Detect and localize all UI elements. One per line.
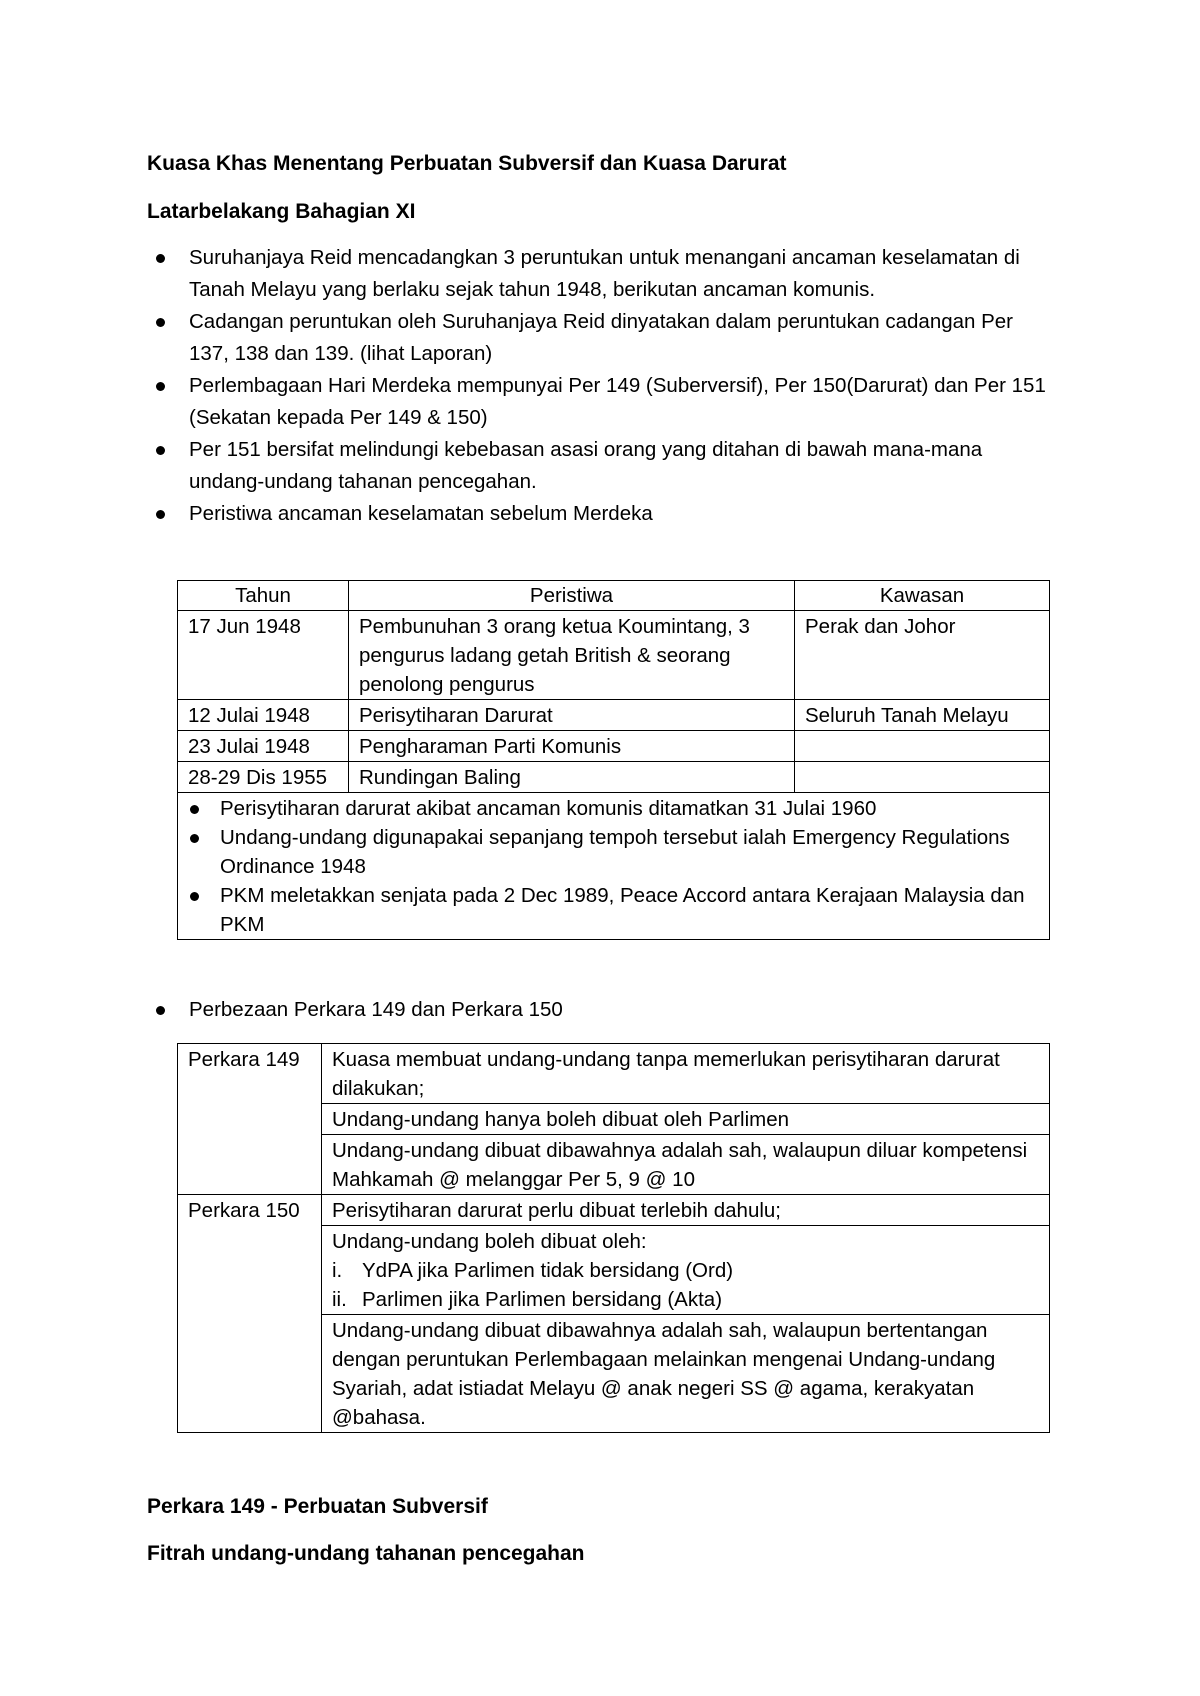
section-heading-background: Latarbelakang Bahagian XI	[147, 200, 416, 223]
bullet-item: Perlembagaan Hari Merdeka mempunyai Per 149 (Suberversif), Per 150(Darurat) dan Per 151 (Sekatan kepada Per 149 & 150)	[147, 370, 1047, 434]
background-bullet-list	[147, 242, 1047, 530]
note-item: Perisytiharan darurat akibat ancaman komunis ditamatkan 31 Julai 1960	[188, 794, 1039, 823]
roman-numeral: i.	[332, 1259, 343, 1282]
year-cell: 23 Julai 1948	[178, 731, 349, 762]
subsection-heading: Fitrah undang-undang tahanan pencegahan	[147, 1542, 585, 1565]
year-cell: 12 Julai 1948	[178, 700, 349, 731]
section-heading-149: Perkara 149 - Perbuatan Subversif	[147, 1495, 488, 1518]
event-cell: Pembunuhan 3 orang ketua Koumintang, 3 pengurus ladang getah British & seorang penolong pengurus	[349, 611, 795, 700]
event-cell: Perisytiharan Darurat	[349, 700, 795, 731]
roman-list-item	[332, 1285, 1039, 1314]
area-cell	[795, 731, 1050, 762]
roman-item-text: YdPA jika Parlimen tidak bersidang (Ord)	[362, 1259, 734, 1282]
events-table	[177, 580, 1050, 940]
year-cell: 28-29 Dis 1955	[178, 762, 349, 793]
roman-list-item	[332, 1256, 1039, 1285]
table-row	[178, 1195, 1050, 1226]
column-header: Peristiwa	[349, 581, 795, 611]
compare-bullet-list	[147, 994, 1047, 1026]
year-cell: 17 Jun 1948	[178, 611, 349, 700]
bullet-item: Per 151 bersifat melindungi kebebasan asasi orang yang ditahan di bawah mana-mana undang-undang tahanan pencegahan.	[147, 434, 1047, 498]
point-cell: Undang-undang hanya boleh dibuat oleh Parlimen	[322, 1104, 1050, 1135]
bullet-item: Peristiwa ancaman keselamatan sebelum Merdeka	[147, 498, 1047, 530]
point-cell	[322, 1226, 1050, 1315]
roman-numeral: ii.	[332, 1288, 347, 1311]
area-cell: Perak dan Johor	[795, 611, 1050, 700]
table-row	[178, 762, 1050, 793]
column-header: Tahun	[178, 581, 349, 611]
table-notes-row	[178, 793, 1050, 940]
article-label-cell: Perkara 150	[178, 1195, 322, 1433]
document-title: Kuasa Khas Menentang Perbuatan Subversif dan Kuasa Darurat	[147, 152, 787, 175]
table-row	[178, 700, 1050, 731]
bullet-item: Perbezaan Perkara 149 dan Perkara 150	[147, 994, 1047, 1026]
area-cell: Seluruh Tanah Melayu	[795, 700, 1050, 731]
comparison-table	[177, 1043, 1050, 1433]
notes-cell	[178, 793, 1050, 940]
table-row	[178, 611, 1050, 700]
notes-list	[188, 794, 1039, 939]
table-row	[178, 731, 1050, 762]
table-row	[178, 1044, 1050, 1104]
column-header: Kawasan	[795, 581, 1050, 611]
point-cell: Undang-undang dibuat dibawahnya adalah sah, walaupun diluar kompetensi Mahkamah @ melanggar Per 5, 9 @ 10	[322, 1135, 1050, 1195]
point-cell: Perisytiharan darurat perlu dibuat terlebih dahulu;	[322, 1195, 1050, 1226]
roman-item-text: Parlimen jika Parlimen bersidang (Akta)	[362, 1288, 723, 1311]
point-cell: Undang-undang dibuat dibawahnya adalah sah, walaupun bertentangan dengan peruntukan Perlembagaan melainkan mengenai Undang-undang Syariah, adat istiadat Melayu @ anak negeri SS @ agama, kerakyatan @bahasa.	[322, 1315, 1050, 1433]
bullet-item: Suruhanjaya Reid mencadangkan 3 peruntukan untuk menangani ancaman keselamatan di Tanah Melayu yang berlaku sejak tahun 1948, berikutan ancaman komunis.	[147, 242, 1047, 306]
event-cell: Rundingan Baling	[349, 762, 795, 793]
note-item: PKM meletakkan senjata pada 2 Dec 1989, Peace Accord antara Kerajaan Malaysia dan PKM	[188, 881, 1039, 939]
point-cell: Kuasa membuat undang-undang tanpa memerlukan perisytiharan darurat dilakukan;	[322, 1044, 1050, 1104]
note-item: Undang-undang digunapakai sepanjang tempoh tersebut ialah Emergency Regulations Ordinance 1948	[188, 823, 1039, 881]
article-label-cell: Perkara 149	[178, 1044, 322, 1195]
point-intro: Undang-undang boleh dibuat oleh:	[332, 1230, 647, 1253]
area-cell	[795, 762, 1050, 793]
roman-list	[332, 1256, 1039, 1314]
table-header-row	[178, 581, 1050, 611]
bullet-item: Cadangan peruntukan oleh Suruhanjaya Reid dinyatakan dalam peruntukan cadangan Per 137, 138 dan 139. (lihat Laporan)	[147, 306, 1047, 370]
event-cell: Pengharaman Parti Komunis	[349, 731, 795, 762]
